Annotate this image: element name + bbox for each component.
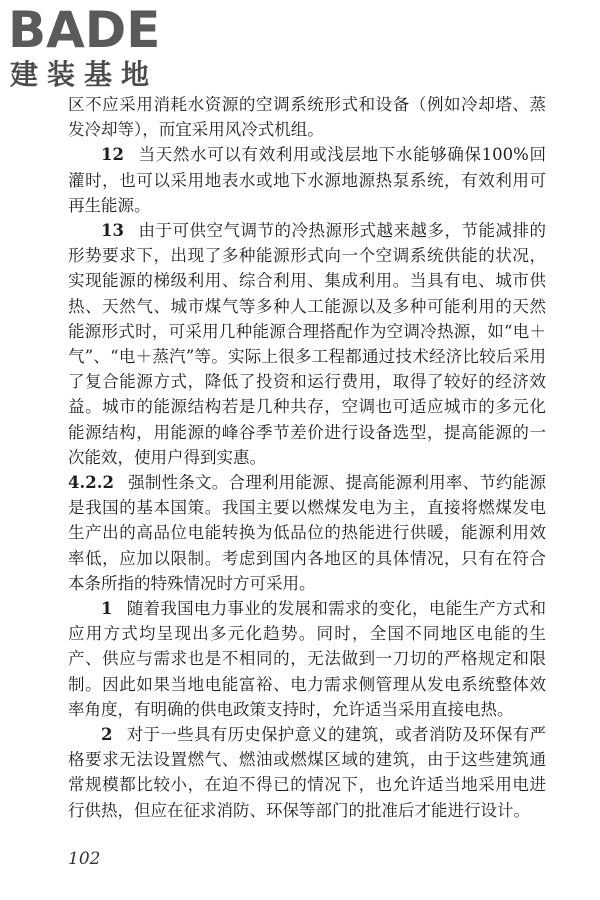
logo-wordmark: BADE	[8, 1, 161, 59]
page-number: 102	[68, 849, 101, 869]
paragraph-item-2	[68, 722, 546, 823]
item-number: 12	[101, 145, 124, 165]
paragraph-text: 区不应采用消耗水资源的空调系统形式和设备（例如冷却塔、蒸发冷却等），而宜采用风冷式机组。	[68, 95, 546, 140]
paragraph-text: 由于可供空气调节的冷热源形式越来越多，节能减排的形势要求下，出现了多种能源形式向一个空调系统供能的状况，实现能源的梯级利用、综合利用、集成利用。当具有电、城市供热、天然气、城市煤气等多种人工能源以及多种可能利用的天然能源形式时，可采用几种能源合理搭配作为空调冷热源，如“电＋气”、“电＋蒸汽”等。实际上很多工程都通过技术经济比较后采用了复合能源方式，降低了投资和运行费用，取得了较好的经济效益。城市的能源结构若是几种共存，空调也可适应城市的多元化能源结构，用能源的峰谷季节差价进行设备选型，提高能源的一次能效，使用户得到实惠。	[68, 221, 546, 467]
document-body	[68, 92, 546, 823]
paragraph-item-13	[68, 218, 546, 470]
section-4-2-2	[68, 470, 546, 596]
paragraph-text: 当天然水可以有效利用或浅层地下水能够确保100%回灌时，也可以采用地表水或地下水源地源热泵系统，有效利用可再生能源。	[68, 145, 546, 215]
paragraph-item-1	[68, 596, 546, 722]
paragraph-item-12	[68, 142, 546, 218]
paragraph-text: 随着我国电力事业的发展和需求的变化，电能生产方式和应用方式均呈现出多元化趋势。同时，全国不同地区电能的生产、供应与需求也是不相同的，无法做到一刀切的严格规定和限制。因此如果当地电能富裕、电力需求侧管理从发电系统整体效率角度，有明确的供电政策支持时，允许适当采用直接电热。	[68, 599, 546, 719]
item-number: 13	[101, 221, 124, 241]
section-number: 4.2.2	[68, 473, 114, 493]
paragraph-continuation	[68, 92, 546, 142]
logo-subtitle: 建装基地	[10, 58, 159, 91]
paragraph-text: 对于一些具有历史保护意义的建筑，或者消防及环保有严格要求无法设置燃气、燃油或燃煤区域的建筑，由于这些建筑通常规模都比较小，在迫不得已的情况下，也允许适当地采用电进行供热，但应在征求消防、环保等部门的批准后才能进行设计。	[68, 725, 546, 820]
item-number: 1	[101, 599, 113, 619]
item-number: 2	[101, 725, 113, 745]
bade-logo	[8, 2, 178, 94]
paragraph-text: 强制性条文。合理利用能源、提高能源利用率、节约能源是我国的基本国策。我国主要以燃煤发电为主，直接将燃煤发电生产出的高品位电能转换为低品位的热能进行供暖，能源利用效率低，应加以限制。考虑到国内各地区的具体情况，只有在符合本条所指的特殊情况时方可采用。	[68, 473, 546, 593]
